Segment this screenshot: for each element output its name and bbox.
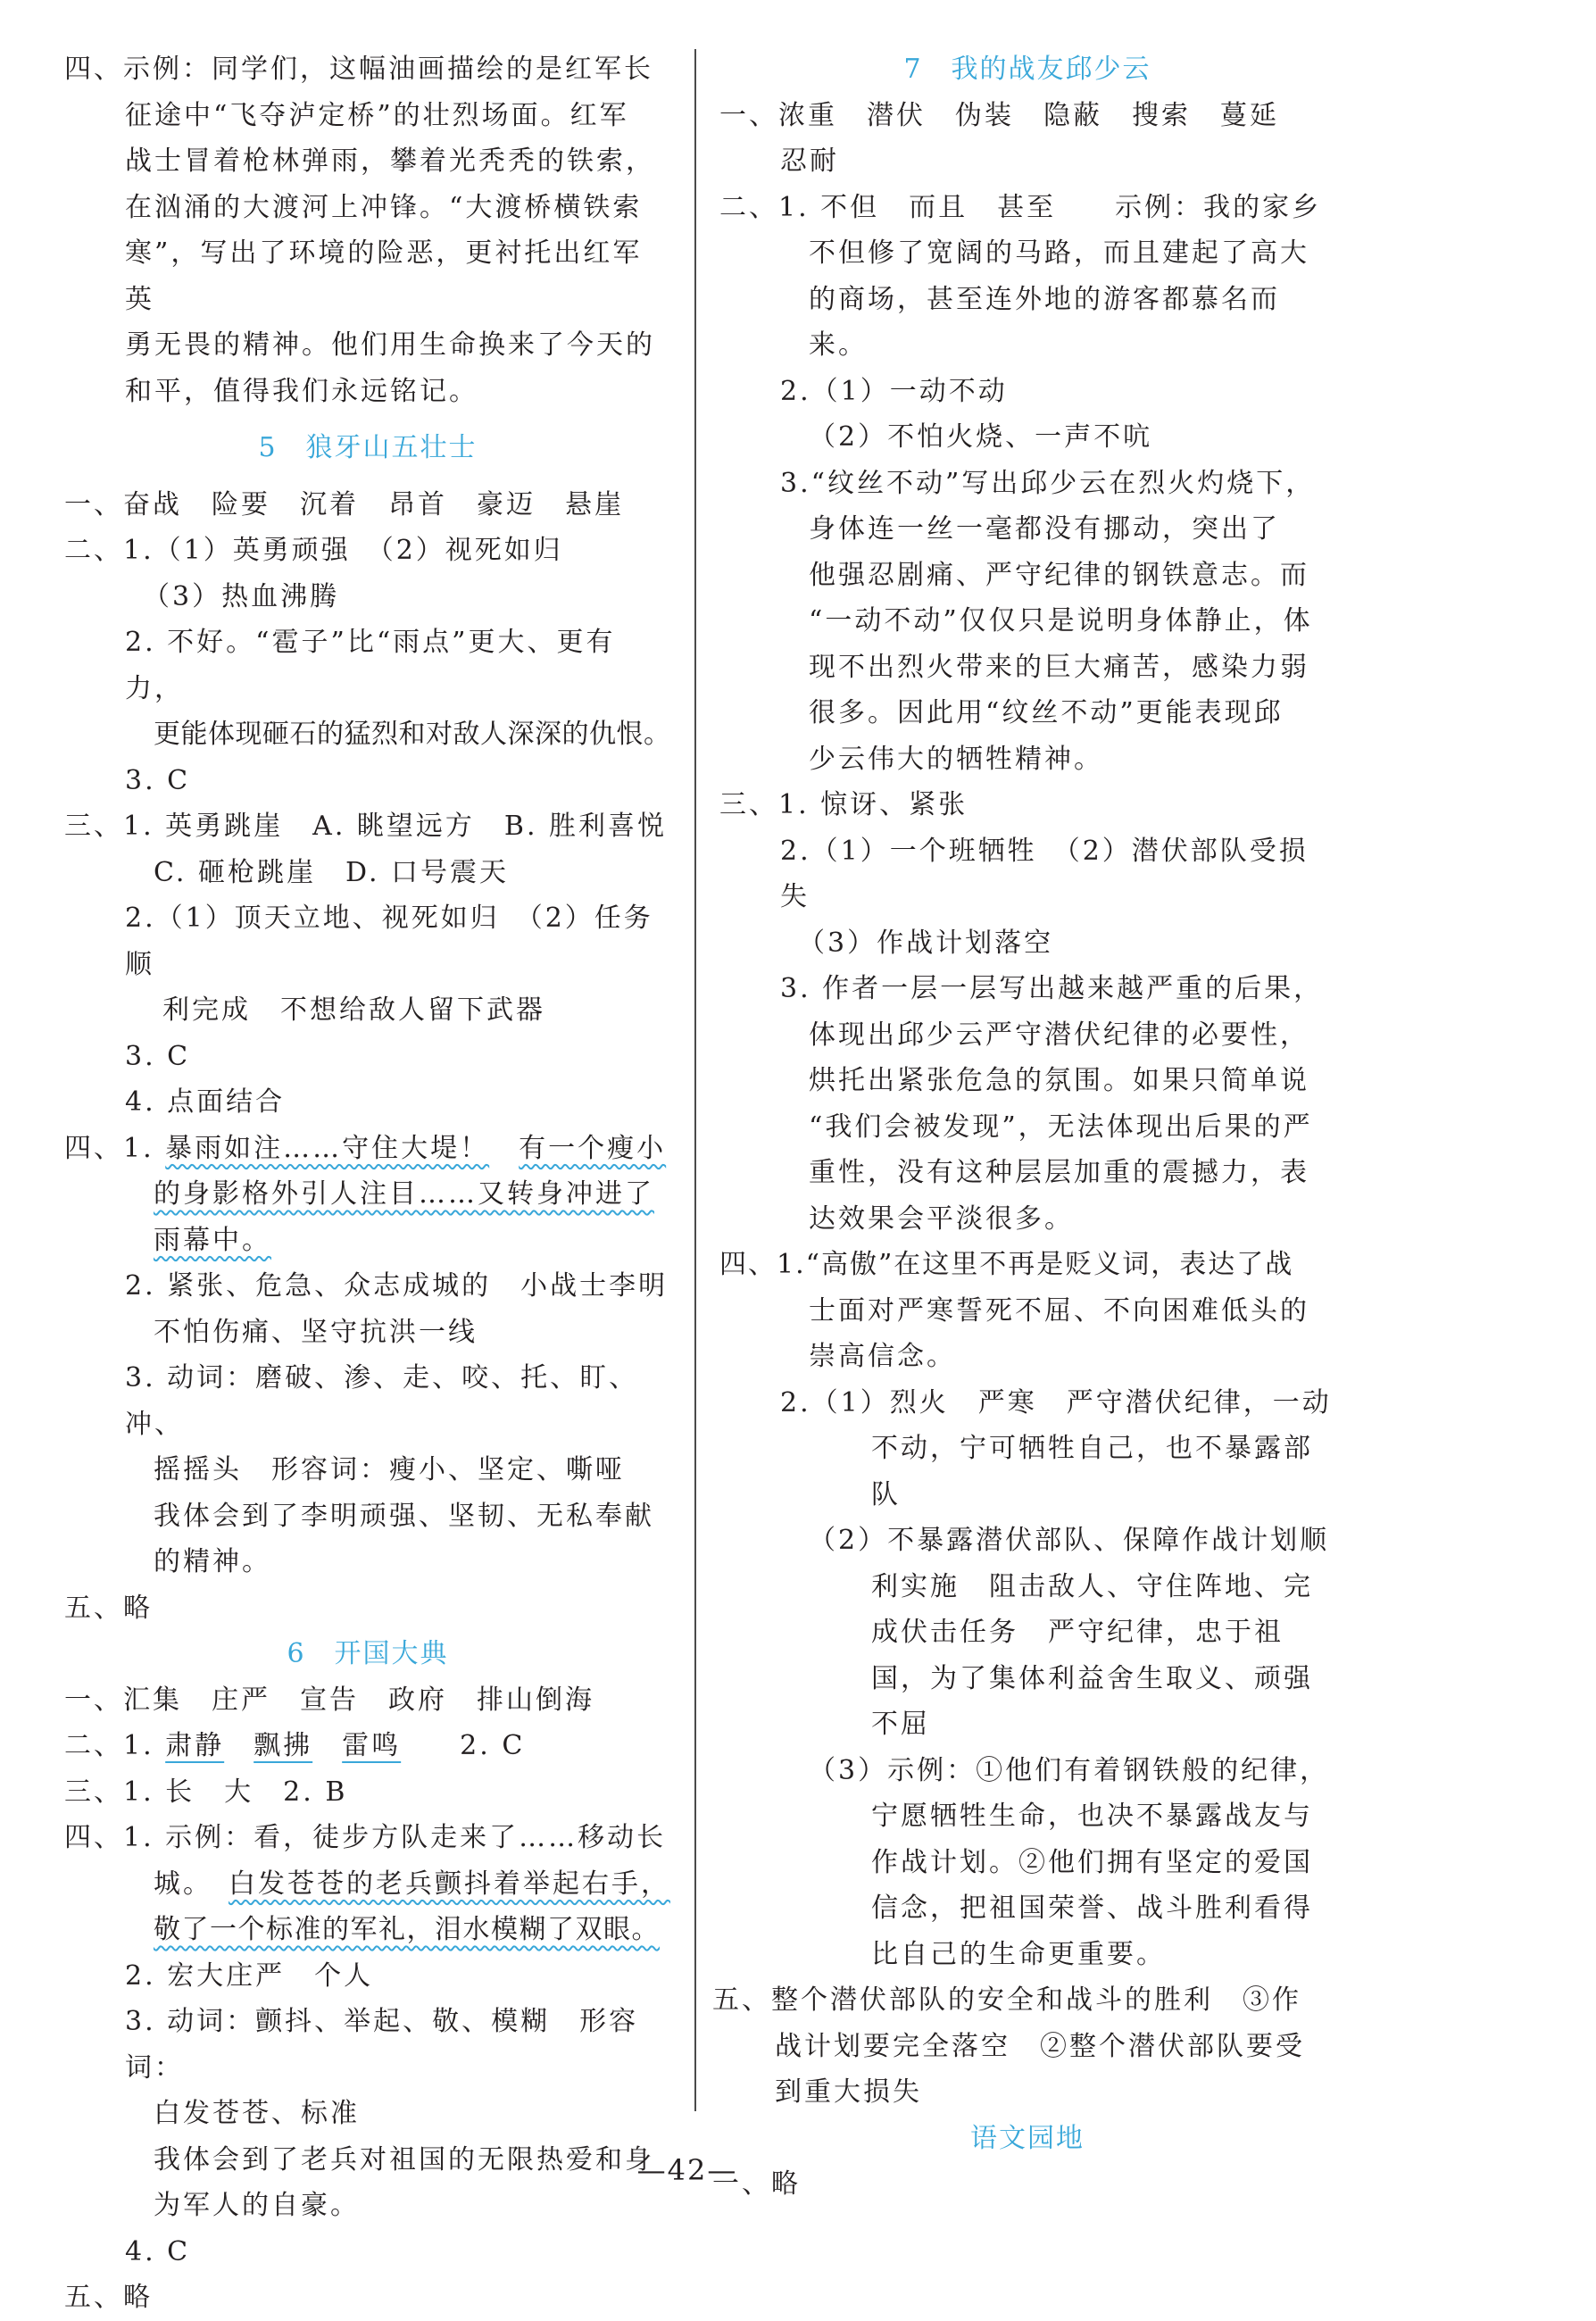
answer-line: 2.（1）一个班牺牲 （2）潜伏部队受损失	[780, 835, 1309, 912]
answer-line: 一、汇集 庄严 宣告 政府 排山倒海	[64, 1684, 594, 1716]
answer-line: 三、1. 惊讶、紧张	[719, 789, 968, 820]
answer-line: 现不出烈火带来的巨大痛苦，感染力弱	[809, 651, 1309, 683]
answer-line: 不屈	[871, 1709, 930, 1740]
answer-line: 五、略	[64, 1592, 153, 1624]
answer-label: 四、1. 示例：	[64, 1822, 254, 1853]
answer-line: 信念，把祖国荣誉、战斗胜利看得	[871, 1893, 1313, 1924]
answer-line: 2. 宏大庄严 个人	[125, 1959, 374, 1992]
wavy-underlined-text: 的身影格外引人注目……又转身冲进了	[154, 1178, 654, 1210]
answer-line: 2. 不好。“雹子”比“雨点”更大、更有力，	[125, 627, 616, 704]
wavy-underlined-text: 雨幕中。	[154, 1224, 271, 1256]
answer-line: 3. C	[125, 764, 191, 796]
answer-line: 2. 紧张、危急、众志成城的 小战士李明	[125, 1270, 669, 1302]
answer-line: 2.（1）一动不动	[780, 375, 1008, 407]
answer-line: 二、1. 不但 而且 甚至 示例：我的家乡	[719, 191, 1322, 223]
lesson-5-answers	[64, 482, 671, 1632]
wavy-underlined-text: 暴雨如注……守住大堤！	[165, 1132, 490, 1164]
answer-line: 五、略	[64, 2282, 153, 2313]
underlined-word: 雷鸣	[342, 1730, 402, 1761]
wavy-underlined-text: 有一个瘦小	[519, 1132, 667, 1164]
answer-line: 不动，宁可牺牲自己，也不暴露部	[871, 1433, 1313, 1464]
answer-line: 宁愿牺牲生命，也决不暴露战友与	[871, 1801, 1313, 1832]
answer-line: 4. C	[125, 2235, 191, 2267]
answer-line: 更能体现砸石的猛烈和对敌人深深的仇恨。	[154, 719, 671, 750]
answer-line: （2）不怕火烧、一声不吭	[809, 421, 1153, 453]
answer-label: 四、示例：	[64, 54, 212, 85]
answer-line: 的精神。	[154, 1546, 271, 1577]
answer-line: 3. 动词：颤抖、举起、敬、模糊 形容词：	[125, 2006, 639, 2084]
answer-text: 在汹涌的大渡河上冲锋。“大渡桥横铁索	[125, 191, 643, 223]
answer-text: 看，徒步方队走来了……移动长	[254, 1822, 667, 1853]
wavy-underlined-text: 白发苍苍的老兵颤抖着举起右手，	[229, 1868, 670, 1900]
answer-line: 成伏击任务 严守纪律，忠于祖	[871, 1617, 1284, 1648]
answer-line: 一、奋战 险要 沉着 昂首 豪迈 悬崖	[64, 488, 624, 520]
answer-text: 城。	[154, 1868, 199, 1900]
lesson-6-answers	[64, 1677, 671, 2321]
answer-line: 体现出邱少云严守潜伏纪律的必要性，	[809, 1019, 1309, 1051]
section-title: 语文园地	[970, 2122, 1085, 2154]
answer-text: 2. C	[460, 1730, 526, 1761]
answer-line: 3.“纹丝不动”写出邱少云在烈火灼烧下，	[780, 467, 1316, 499]
answer-line: 战计划要完全落空 ②整个潜伏部队要受	[775, 2030, 1305, 2062]
answer-line: 身体连一丝一毫都没有挪动，突出了	[809, 513, 1280, 545]
answer-line: 士面对严寒誓死不屈、不向困难低头的	[809, 1294, 1309, 1327]
answer-line: 很多。因此用“纹丝不动”更能表现邱	[809, 697, 1284, 728]
lesson-title: 7 我的战友邱少云	[903, 54, 1151, 85]
underlined-word: 肃静	[165, 1730, 225, 1761]
answer-line: 2.（1）顶天立地、视死如归 （2）任务顺	[125, 903, 653, 980]
answer-line: 三、1. 长 大 2. B	[64, 1776, 348, 1808]
answer-line: 二、1.（1）英勇顽强 （2）视死如归	[64, 535, 563, 566]
answer-line: 的商场，甚至连外地的游客都慕名而来。	[809, 283, 1280, 361]
answer-line: 队	[871, 1478, 901, 1510]
lesson-title: 5 狼牙山五壮士	[258, 432, 478, 463]
answer-line: 为军人的自豪。	[154, 2190, 360, 2221]
answer-line: 3. 作者一层一层写出越来越严重的后果，	[780, 973, 1324, 1004]
answer-text: 战士冒着枪林弹雨，攀着光秃秃的铁索，	[125, 146, 655, 177]
lesson-7-answers	[712, 93, 1335, 2116]
answer-line: “我们会被发现”，无法体现出后果的严	[809, 1111, 1313, 1143]
answer-line: （2）不暴露潜伏部队、保障作战计划顺	[809, 1525, 1330, 1556]
answer-line: 忍耐	[780, 146, 839, 177]
answer-line: 重性，没有这种层层加重的震撼力，表	[809, 1157, 1309, 1188]
answer-line: 少云伟大的牺牲精神。	[809, 743, 1103, 775]
answer-line: 3. 动词：磨破、渗、走、咬、托、盯、冲、	[125, 1362, 639, 1440]
wavy-underlined-text: 敬了一个标准的军礼，泪水模糊了双眼。	[154, 1914, 660, 1945]
answer-text: 同学们，这幅油画描绘的是红军长	[212, 54, 653, 85]
answer-line: 利实施 阻击敌人、守住阵地、完	[871, 1570, 1313, 1602]
answer-line: 利完成 不想给敌人留下武器	[162, 994, 545, 1026]
answer-line: （3）作战计划落空	[798, 927, 1054, 959]
answer-line: “一动不动”仅仅只是说明身体静止，体	[809, 605, 1313, 636]
answer-line: 一、略	[712, 2168, 801, 2200]
answer-line: 摇摇头 形容词：瘦小、坚定、嘶哑	[154, 1454, 625, 1485]
answer-line: C. 砸枪跳崖 D. 口号震天	[154, 856, 510, 888]
answer-text: 勇无畏的精神。他们用生命换来了今天的	[125, 329, 655, 361]
answer-line: 到重大损失	[775, 2076, 922, 2108]
answer-line: 他强忍剧痛、严守纪律的钢铁意志。而	[809, 559, 1309, 591]
answer-line: 一、浓重 潜伏 伪装 隐蔽 搜索 蔓延	[719, 99, 1279, 131]
answer-line: 2.（1）烈火 严寒 严守潜伏纪律，一动	[780, 1386, 1332, 1418]
lesson-title: 6 开国大典	[287, 1638, 449, 1669]
answer-label: 四、1.	[64, 1132, 166, 1164]
answer-line: 不怕伤痛、坚守抗洪一线	[154, 1316, 478, 1348]
answer-line: 比自己的生命更重要。	[871, 1938, 1166, 1970]
answer-line: 我体会到了老兵对祖国的无限热爱和身	[154, 2143, 654, 2175]
answer-line: 崇高信念。	[809, 1341, 956, 1372]
answer-block-q4-example	[64, 46, 671, 414]
answer-line: 三、1. 英勇跳崖 A. 眺望远方 B. 胜利喜悦	[64, 811, 668, 842]
right-column	[712, 46, 1335, 2208]
answer-label: 二、1.	[64, 1730, 166, 1761]
answer-line: 国，为了集体利益舍生取义、顽强	[871, 1662, 1313, 1694]
answer-line: 3. C	[125, 1040, 191, 1072]
answer-line: 五、整个潜伏部队的安全和战斗的胜利 ③作	[712, 1984, 1301, 2016]
answer-line: （3）热血沸腾	[143, 580, 340, 612]
answer-line: 4. 点面结合	[125, 1086, 286, 1118]
answer-line: 四、1.“高傲”在这里不再是贬义词，表达了战	[719, 1249, 1294, 1280]
column-divider	[694, 49, 696, 2111]
answer-line: 白发苍苍、标准	[154, 2098, 360, 2129]
answer-line: 我体会到了李明顽强、坚韧、无私奉献	[154, 1500, 654, 1532]
answer-text: 寒”，写出了环境的险恶，更衬托出红军英	[125, 237, 643, 315]
page-number: —42—	[636, 2153, 738, 2187]
underlined-word: 飘拂	[254, 1730, 313, 1761]
answer-line: 作战计划。②他们拥有坚定的爱国	[871, 1846, 1313, 1878]
answer-line: 烘托出紧张危急的氛围。如果只简单说	[809, 1065, 1309, 1096]
answer-text: 和平，值得我们永远铭记。	[125, 375, 478, 407]
answer-line: 达效果会平淡很多。	[809, 1202, 1074, 1235]
answer-line: 不但修了宽阔的马路，而且建起了高大	[809, 237, 1309, 269]
answer-text: 征途中“飞夺泸定桥”的壮烈场面。红军	[125, 99, 629, 131]
answer-line: （3）示例：①他们有着钢铁般的纪律，	[809, 1754, 1330, 1786]
left-column	[64, 46, 671, 2321]
